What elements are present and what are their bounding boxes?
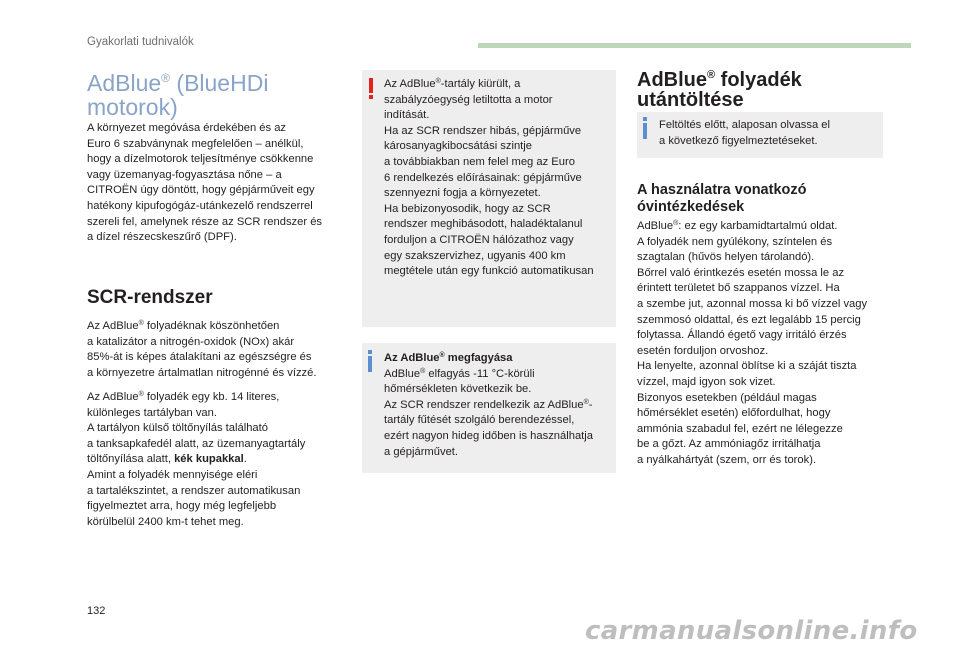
page-number: 132 — [87, 605, 106, 617]
intro-paragraph: A környezet megóvása érdekében és az Euro 6 szabványnak megfelelően – anélkül, hogy a dízelmotorok teljesítménye csökkenne vagy üzemanyag-fogyasztása nőne – a CITROËN úgy döntött, hogy gépjárműveit egy hatékony kipufogógáz-utánkezelő rendszerrel szereli fel, amelynek része az SCR rendszer és a dízel részecskeszűrő (DPF). — [87, 122, 323, 244]
info-icon — [366, 350, 374, 372]
refill-info-text: Feltöltés előtt, alaposan olvassa el a következő figyelmeztetéseket. — [659, 119, 831, 147]
info-freezing-text: Az AdBlue® megfagyása AdBlue® elfagyás -11 °C-körüli hőmérsékleten következik be. Az SCR rendszer rendelkezik az AdBlue®- tartály fűtését szolgáló berendezéssel, ezért nagyon hideg időben is használhatja a gépjárművet. — [384, 352, 593, 458]
warning-text: Az AdBlue®-tartály kiürült, a szabályzóegység letiltotta a motor indítását. Ha az SCR rendszer hibás, gépjárműve károsanyagkibocsátási szintje a továbbiakban nem felel meg az Euro 6 rendelkezés előírásainak: gépjárműve szennyezni fogja a környezetet. Ha bebizonyosodik, hogy az SCR rendszer meghibásodott, haladéktalanul forduljon a CITROËN hálózathoz vagy egy szakszervizhez, ugyanis 400 km megtétele után egy funkció automatikusan — [384, 78, 594, 278]
precautions-text: AdBlue®: ez egy karbamidtartalmú oldat. A folyadék nem gyúlékony, színtelen és szagtalan (hűvös helyen tárolandó). Bőrrel való érintkezés esetén mossa le az érintett területet bő szappanos vízzel. Ha a szembe jut, azonnal mossa ki bő vízzel vagy szemmosó oldattal, és ezt legalább 15 percig folytassa. Állandó égető vagy irritáló érzés esetén forduljon orvoshoz. Ha lenyelte, azonnal öblítse ki a száját tiszta vízzel, majd igyon sok vizet. Bizonyos esetekben (például magas hőmérséklet esetén) előfordulhat, hogy ammónia szabadul fel, ezért ne lélegezze be a gőzt. Az ammóniagőz irritálhatja a nyálkahártyát (szem, orr és torok). — [637, 220, 868, 466]
blue-cap-emphasis: kék kupakkal — [174, 453, 244, 466]
section-label: Gyakorlati tudnivalók — [87, 36, 194, 48]
section-bar — [478, 43, 911, 48]
scr-heading: SCR-rendszer — [87, 287, 213, 308]
page-title: AdBlue® (BlueHDi motorok) — [87, 70, 269, 120]
scr-paragraph-1: Az AdBlue® folyadéknak köszönhetően a katalizátor a nitrogén-oxidok (NOx) akár 85%-át is képes átalakítani az egészségre és a környezetre ártalmatlan nitrogénné és vízzé. — [87, 320, 317, 379]
scr-paragraph-2: Az AdBlue® folyadék egy kb. 14 literes, különleges tartályban van. A tartályon külső töltőnyílás található a tanksapkafedél alatt, az üzemanyagtartály töltőnyílása alatt, kék kupakkal. Amint a folyadék mennyisége eléri a tartalékszintet, a rendszer automatikusan figyelmeztet arra, hogy még legfeljebb körülbelül 2400 km-t tehet meg. — [87, 391, 306, 528]
watermark: carmanualsonline.info — [585, 616, 918, 646]
info-icon — [641, 117, 649, 139]
precautions-heading: A használatra vonatkozó óvintézkedések — [637, 182, 807, 215]
warning-icon — [366, 78, 376, 100]
refill-heading: AdBlue® folyadék utántöltése — [637, 69, 802, 111]
